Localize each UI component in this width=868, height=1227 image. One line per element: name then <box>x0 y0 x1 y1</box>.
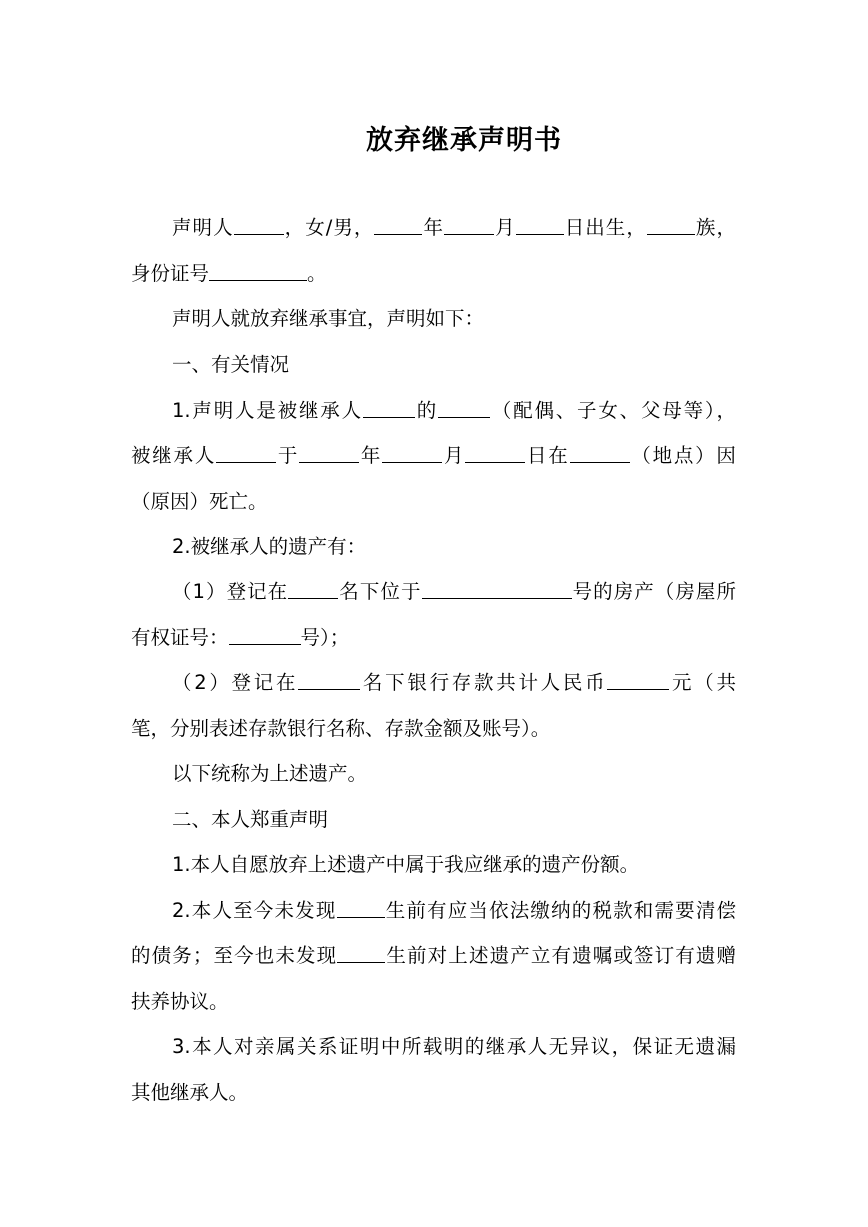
blank-field[interactable] <box>570 442 630 463</box>
blank-field[interactable] <box>337 897 385 918</box>
declarant-info-line-2 <box>131 259 736 289</box>
statement-3-line-1: 3.本人对亲属关系证明中所载明的继承人无异议，保证无遗漏 <box>172 1035 736 1058</box>
text: 名下银行存款共计人民币 <box>360 671 608 694</box>
blank-field[interactable] <box>516 214 564 235</box>
blank-field[interactable] <box>298 669 360 690</box>
section-heading-1: 一、有关情况 <box>172 353 290 376</box>
relation-line-3: （原因）死亡。 <box>131 490 268 513</box>
blank-field[interactable] <box>374 214 422 235</box>
relation-line-1 <box>131 396 736 426</box>
text: 的 <box>414 399 439 422</box>
text: 元（共 <box>669 671 736 694</box>
text: 年 <box>422 216 445 239</box>
document-title: 放弃继承声明书 <box>366 125 562 156</box>
statement-3-line-2: 其他继承人。 <box>131 1081 249 1104</box>
text: 于 <box>276 444 300 467</box>
text: 被继承人 <box>131 444 217 467</box>
deposit-line-1 <box>131 668 736 698</box>
text: 的债务；至今也未发现 <box>131 944 338 967</box>
blank-field[interactable] <box>422 578 572 599</box>
blank-field[interactable] <box>444 214 494 235</box>
text: 1.声明人是被继承人 <box>172 399 363 422</box>
text: 族， <box>694 216 736 239</box>
text: 2.本人至今未发现 <box>172 899 337 922</box>
estate-summary: 以下统称为上述遗产。 <box>172 762 368 785</box>
text: 名下位于 <box>338 580 422 603</box>
text: （2）登记在 <box>172 671 299 694</box>
text: 生前对上述遗产立有遗嘱或签订有遗赠 <box>385 944 736 967</box>
property-line-1 <box>131 577 736 607</box>
blank-field[interactable] <box>337 942 385 963</box>
text: 号）； <box>300 626 350 649</box>
text: （1）登记在 <box>172 580 289 603</box>
blank-field[interactable] <box>382 442 442 463</box>
blank-field[interactable] <box>438 397 490 418</box>
statement-2-line-2 <box>131 941 736 971</box>
relation-line-2 <box>131 441 736 471</box>
property-line-2 <box>131 623 736 653</box>
blank-field[interactable] <box>465 442 525 463</box>
text: 有权证号： <box>131 626 229 649</box>
blank-field[interactable] <box>607 669 669 690</box>
blank-field[interactable] <box>216 442 276 463</box>
statement-2-line-1 <box>131 896 736 926</box>
text: 声明人 <box>172 216 234 239</box>
text: 月 <box>494 216 516 239</box>
statement-2-line-3: 扶养协议。 <box>131 990 229 1013</box>
blank-field[interactable] <box>229 624 301 645</box>
declaration-intro: 声明人就放弃继承事宜，声明如下： <box>172 307 485 330</box>
statement-1: 1.本人自愿放弃上述遗产中属于我应继承的遗产份额。 <box>172 853 640 876</box>
text: 日出生， <box>563 216 647 239</box>
text: 号的房产（房屋所 <box>571 580 736 603</box>
text: 月 <box>442 444 466 467</box>
blank-field[interactable] <box>234 214 284 235</box>
estate-heading: 2.被继承人的遗产有： <box>172 535 367 558</box>
text: 生前有应当依法缴纳的税款和需要清偿 <box>384 899 736 922</box>
declarant-info-line-1 <box>131 213 736 243</box>
text: 。 <box>307 262 327 285</box>
text: （地点）因 <box>629 444 736 467</box>
section-heading-2: 二、本人郑重声明 <box>172 808 329 831</box>
text: 日在 <box>525 444 570 467</box>
text: 身份证号 <box>131 262 210 285</box>
text: ，女/男， <box>283 216 375 239</box>
blank-field[interactable] <box>299 442 359 463</box>
blank-field[interactable] <box>647 214 695 235</box>
text: （配偶、子女、父母等）， <box>490 399 736 422</box>
deposit-line-2: 笔，分别表述存款银行名称、存款金额及账号）。 <box>131 717 551 740</box>
blank-field[interactable] <box>363 397 415 418</box>
blank-field[interactable] <box>209 260 307 281</box>
blank-field[interactable] <box>288 578 338 599</box>
text: 年 <box>359 444 383 467</box>
